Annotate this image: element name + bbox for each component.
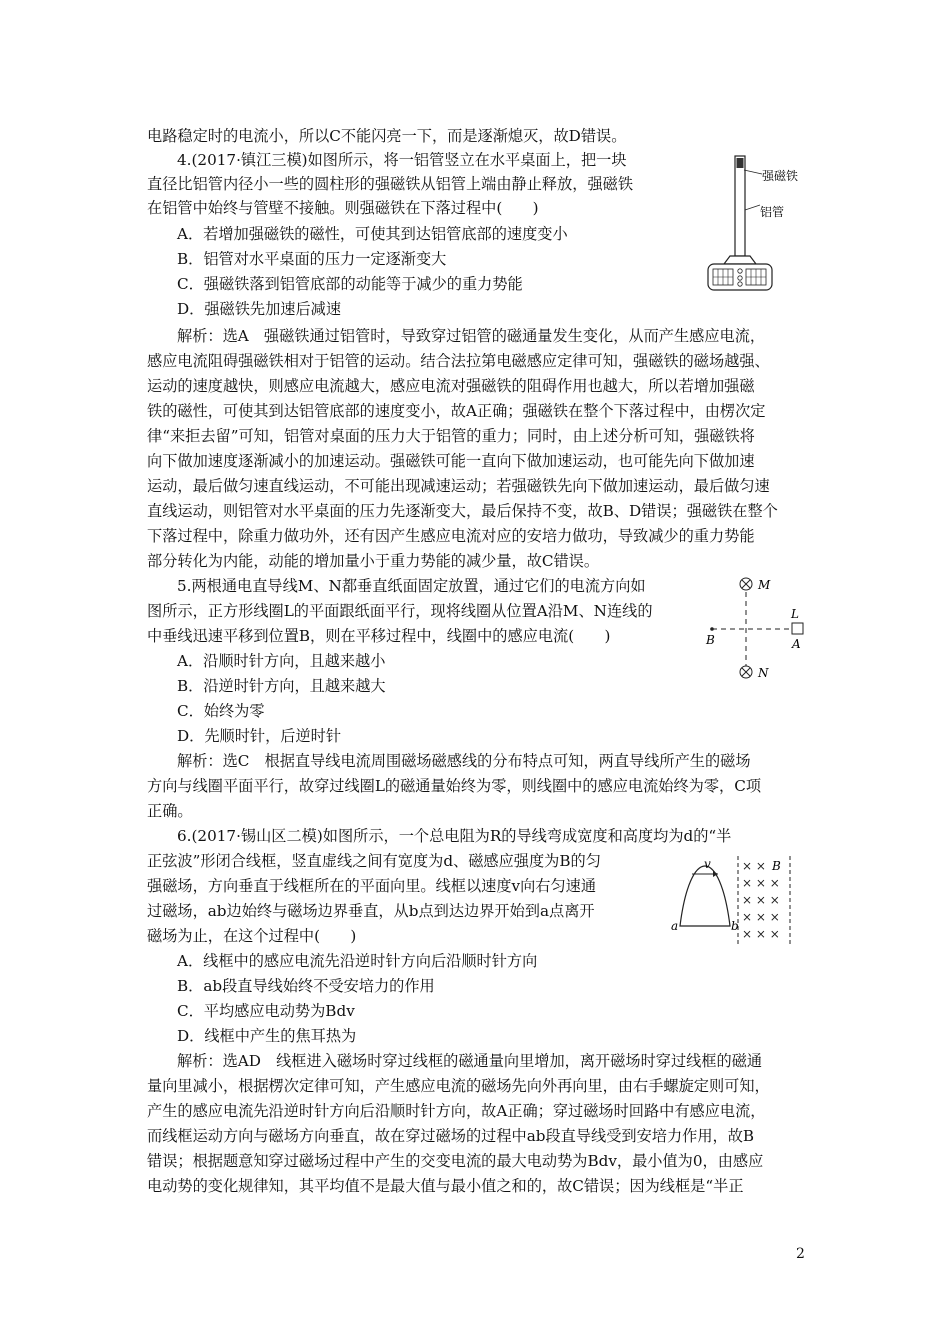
text-line: 方向与线圈平面平行，故穿过线圈L的磁通量始终为零，则线圈中的感应电流始终为零，C项 [147, 777, 762, 795]
text-line: 正确。 [147, 802, 193, 820]
text-line: 正弦波”形闭合线框，竖直虚线之间有宽度为d、磁感应强度为B的匀 [147, 852, 601, 870]
text-line: 铁的磁性，可使其到达铝管底部的速度变小，故A正确；强磁铁在整个下落过程中，由楞次定 [147, 402, 766, 420]
text-line: 量向里减小，根据楞次定律可知，产生感应电流的磁场先向外再向里，由右手螺旋定则可知， [147, 1077, 770, 1095]
label-v: v [704, 857, 711, 871]
text-line: 电动势的变化规律知，其平均值不是最大值与最小值之和的，故C错误；因为线框是“半正 [147, 1177, 744, 1195]
tube-label: 铝管 [760, 205, 785, 219]
option-d: D．线框中产生的焦耳热为 [177, 1027, 357, 1045]
label-field-b: B [772, 859, 781, 873]
tube-base [724, 256, 756, 264]
text-line: 律“来拒去留”可知，铝管对桌面的压力大于铝管的重力；同时，由上述分析可知，强磁铁将 [147, 427, 755, 445]
label-a: a [671, 919, 679, 933]
option-a: A．线框中的感应电流先沿逆时针方向后沿顺时针方向 [177, 952, 538, 970]
coil-square [792, 623, 803, 634]
text-line: 下落过程中，除重力做功外，还有因产生感应电流对应的安培力做功，导致减少的重力势能 [147, 527, 755, 545]
text-line: 中垂线迅速平移到位置B，则在平移过程中，线圈中的感应电流( ) [147, 627, 611, 645]
option-b: B．ab段直导线始终不受安培力的作用 [177, 977, 435, 995]
magnet-label: 强磁铁 [762, 169, 799, 183]
svg-text:× × ×: × × × [742, 910, 780, 924]
option-a: A．若增加强磁铁的磁性，可使其到达铝管底部的速度变小 [177, 225, 568, 243]
option-d: D．强磁铁先加速后减速 [177, 300, 342, 318]
label-l: L [791, 607, 799, 621]
figure-magnet-tube [700, 150, 800, 295]
magnet [737, 158, 744, 168]
text-line: 图所示，正方形线圈L的平面跟纸面平行，现将线圈从位置A沿M、N连线的 [147, 602, 653, 620]
svg-text:× × ×: × × × [742, 893, 780, 907]
analysis-4: 解析：选A 强磁铁通过铝管时，导致穿过铝管的磁通量发生变化，从而产生感应电流， [177, 327, 766, 345]
option-c: C．始终为零 [177, 702, 265, 720]
text-line: 而线框运动方向与磁场方向垂直，故在穿过磁场的过程中ab段直导线受到安培力作用，故B [147, 1127, 755, 1145]
figure-sine-frame [668, 854, 808, 949]
question-5-stem: 5.两根通电直导线M、N都垂直纸面固定放置，通过它们的电流方向如 [177, 577, 646, 595]
option-b: B．铝管对水平桌面的压力一定逐渐变大 [177, 250, 447, 268]
analysis-5: 解析：选C 根据直导线电流周围磁场磁感线的分布特点可知，两直导线所产生的磁场 [177, 752, 751, 770]
option-d: D．先顺时针，后逆时针 [177, 727, 342, 745]
option-c: C．平均感应电动势为Bdv [177, 1002, 355, 1020]
text-line: 磁场为止，在这个过程中( ) [147, 927, 357, 945]
option-b: B．沿逆时针方向，且越来越大 [177, 677, 386, 695]
text-line: 感应电流阻碍强磁铁相对于铝管的运动。结合法拉第电磁感应定律可知，强磁铁的磁场越强、 [147, 352, 770, 370]
label-a: A [792, 637, 801, 651]
text-line: 向下做加速度逐渐减小的加速运动。强磁铁可能一直向下做加速运动，也可能先向下做加速 [147, 452, 755, 470]
text-line: 错误；根据题意知穿过磁场过程中产生的交变电流的最大电动势为Bdv，最小值为0，由感应 [147, 1152, 764, 1170]
text-line: 产生的感应电流先沿逆时针方向后沿顺时针方向，故A正确；穿过磁场时回路中有感应电流， [147, 1102, 766, 1120]
label-m: M [758, 578, 771, 592]
svg-text:× × ×: × × × [742, 927, 780, 941]
text-line: 直径比铝管内径小一些的圆柱形的强磁铁从铝管上端由静止释放，强磁铁 [147, 175, 633, 193]
point-b [710, 627, 714, 631]
text-line: 过磁场，ab边始终与磁场边界垂直，从b点到达边界开始到a点离开 [147, 902, 595, 920]
option-c: C．强磁铁落到铝管底部的动能等于减少的重力势能 [177, 275, 523, 293]
label-b: B [706, 633, 715, 647]
label-n: N [758, 666, 769, 680]
text-line: 电路稳定时的电流小，所以C不能闪亮一下，而是逐渐熄灭，故D错误。 [147, 127, 627, 145]
question-6-stem: 6.(2017·锡山区二模)如图所示，一个总电阻为R的导线弯成宽度和高度均为d的“半 [177, 827, 732, 845]
question-4-stem: 4.(2017·镇江三模)如图所示，将一铝管竖立在水平桌面上，把一块 [177, 151, 627, 169]
text-line: 直线运动，则铝管对水平桌面的压力先逐渐变大，最后保持不变，故B、D错误；强磁铁在整个 [147, 502, 778, 520]
label-b: b [731, 919, 739, 933]
analysis-6: 解析：选AD 线框进入磁场时穿过线框的磁通量向里增加，离开磁场时穿过线框的磁通 [177, 1052, 763, 1070]
text-line: 在铝管中始终与管壁不接触。则强磁铁在下落过程中( ) [147, 199, 539, 217]
text-line: 运动的速度越快，则感应电流越大，感应电流对强磁铁的阻碍作用也越大，所以若增加强磁 [147, 377, 755, 395]
option-a: A．沿顺时针方向，且越来越小 [177, 652, 386, 670]
aluminum-tube [735, 156, 745, 256]
svg-text:× ×: × × [742, 859, 766, 873]
page-number: 2 [796, 1246, 805, 1262]
text-line: 强磁场，方向垂直于线框所在的平面向里。线框以速度v向右匀速通 [147, 877, 597, 895]
text-line: 部分转化为内能，动能的增加量小于重力势能的减少量，故C错误。 [147, 552, 600, 570]
figure-wires-coil [700, 574, 820, 684]
text-line: 运动，最后做匀速直线运动，不可能出现减速运动；若强磁铁先向下做加速运动，最后做匀速 [147, 477, 770, 495]
svg-text:× × ×: × × × [742, 876, 780, 890]
half-sine-frame [680, 866, 730, 926]
